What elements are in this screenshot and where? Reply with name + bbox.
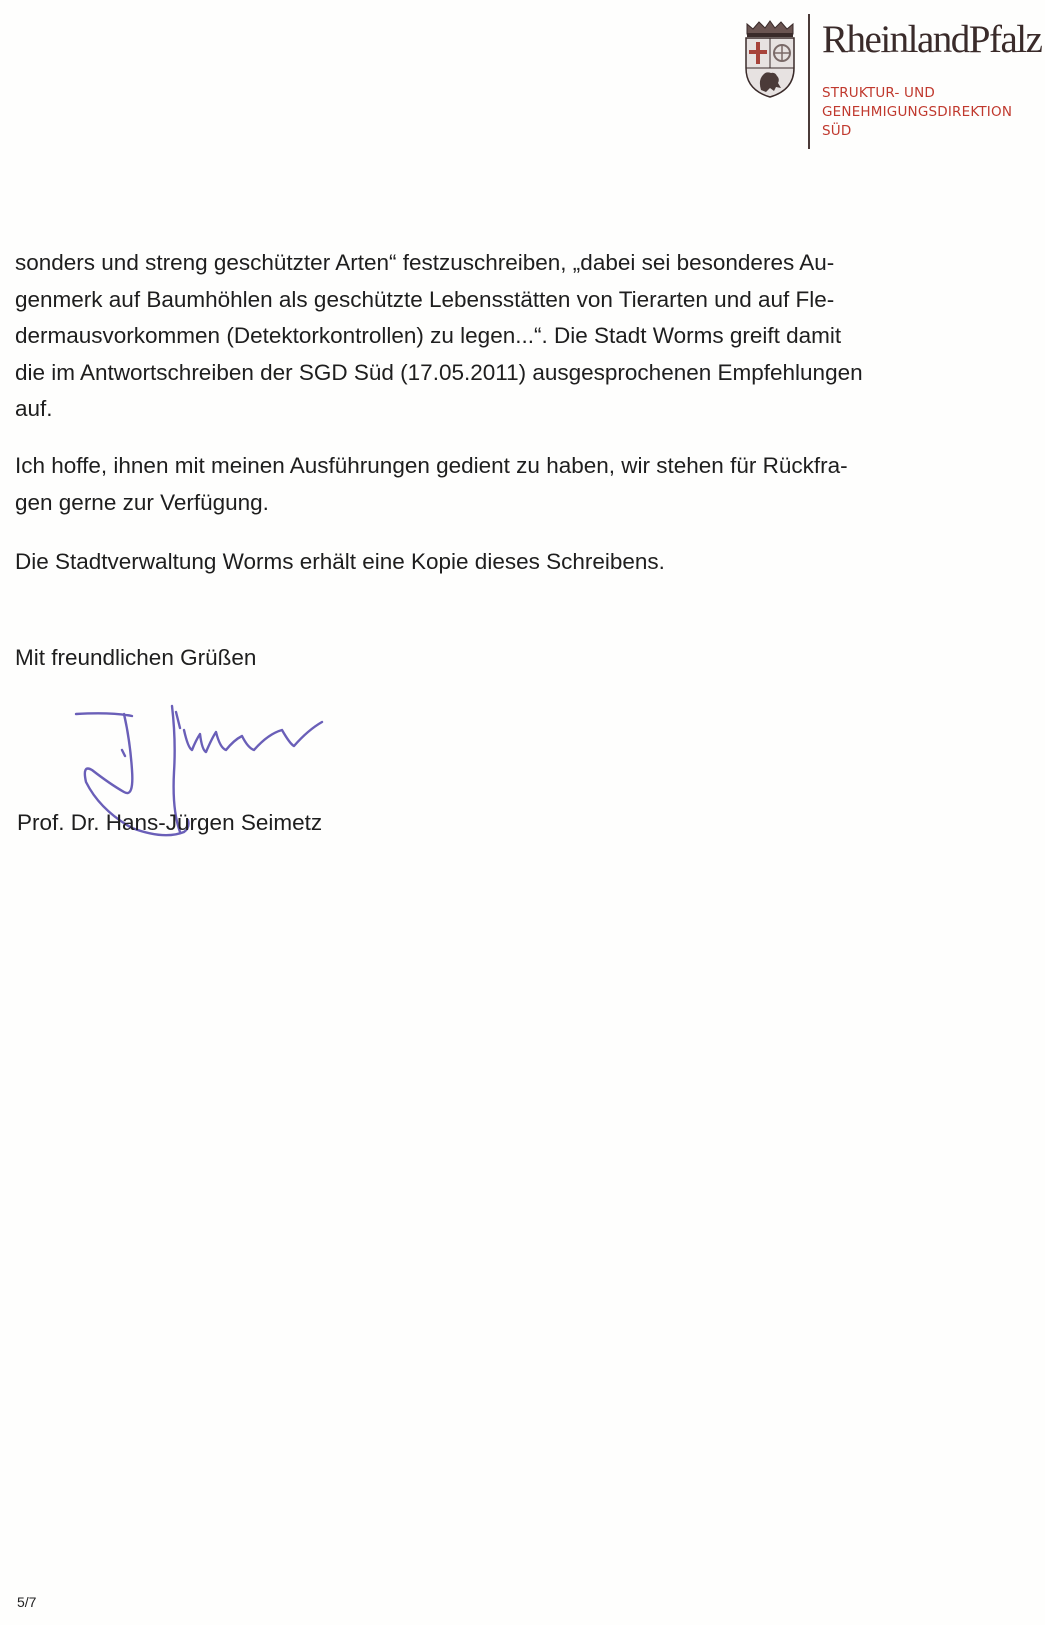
text-line: genmerk auf Baumhöhlen als geschützte Lebensstätten von Tierarten und auf Fle- — [15, 286, 835, 312]
agency-line: STRUKTUR- UND — [822, 85, 935, 101]
agency-name — [822, 84, 1012, 141]
body-paragraph-2 — [15, 448, 965, 521]
rlp-logo — [738, 14, 1042, 149]
closing-salutation — [15, 640, 965, 677]
logo-divider — [808, 14, 810, 149]
brand-name: RheinlandPfalz — [822, 18, 1042, 61]
text-line: die im Antwortschreiben der SGD Süd (17.05.2011) ausgesprochenen Empfehlungen — [15, 359, 863, 385]
text-line: Die Stadtverwaltung Worms erhält eine Kopie dieses Schreibens. — [15, 549, 665, 574]
signer-name — [17, 805, 967, 842]
coat-of-arms-icon — [741, 20, 799, 98]
text-line: Prof. Dr. Hans-Jürgen Seimetz — [17, 810, 323, 835]
text-line: sonders und streng geschützter Arten“ festzuschreiben, „dabei sei besonderes Au- — [15, 250, 835, 275]
text-line: dermausvorkommen (Detektorkontrollen) zu legen...“. Die Stadt Worms greift damit — [15, 323, 842, 348]
body-paragraph-1 — [15, 245, 965, 428]
text-line: Mit freundlichen Grüßen — [15, 645, 257, 670]
text-line: gen gerne zur Verfügung. — [15, 489, 269, 515]
text-line: auf. — [15, 396, 53, 421]
agency-line: SÜD — [822, 123, 852, 139]
body-paragraph-3 — [15, 544, 965, 581]
agency-line: GENEHMIGUNGSDIREKTION — [822, 104, 1013, 120]
text-line: Ich hoffe, ihnen mit meinen Ausführungen gedient zu haben, wir stehen für Rückfra- — [15, 453, 848, 478]
page-number: 5/7 — [17, 1594, 37, 1610]
